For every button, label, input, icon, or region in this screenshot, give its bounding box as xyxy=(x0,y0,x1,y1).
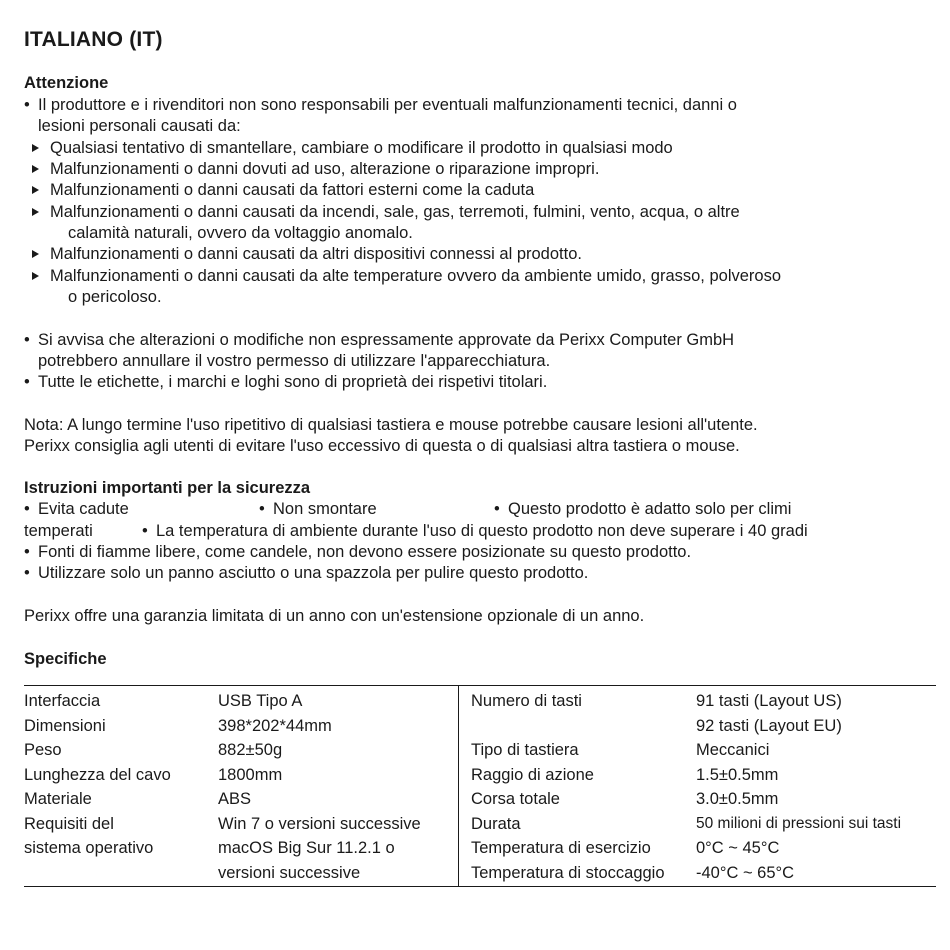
spec-value: 3.0±0.5mm xyxy=(696,790,779,808)
notice-modifications: • Si avvisa che alterazioni o modifiche non espressamente approvate da Perixx Computer GmbH xyxy=(24,331,735,349)
spec-value: 398*202*44mm xyxy=(218,716,332,735)
spec-value: 1.5±0.5mm xyxy=(696,765,779,784)
specs-table xyxy=(24,685,936,887)
safety-item: • Non smontare xyxy=(259,500,377,518)
triangle-bullet-icon xyxy=(32,186,39,194)
spec-value: 882±50g xyxy=(218,741,283,759)
triangle-bullet-icon xyxy=(32,208,39,216)
spec-value: ABS xyxy=(218,790,252,808)
spec-value: 50 milioni di pressioni sui tasti xyxy=(696,814,902,832)
attention-item: Malfunzionamenti o danni causati da incendi, sale, gas, terremoti, fulmini, vento, acqua, o altre xyxy=(24,202,740,224)
spec-value: Meccanici xyxy=(696,741,770,759)
triangle-bullet-icon xyxy=(32,165,39,173)
spec-label: Temperatura di stoccaggio xyxy=(471,863,665,882)
safety-item: • Evita cadute xyxy=(24,500,129,518)
spec-label: Tipo di tastiera xyxy=(471,741,579,759)
attention-item: Malfunzionamenti o danni causati da fattori esterni come la caduta xyxy=(24,180,534,202)
spec-label: Interfaccia xyxy=(24,692,101,710)
page-title: ITALIANO (IT) xyxy=(24,28,163,51)
spec-value: 92 tasti (Layout EU) xyxy=(696,716,842,735)
spec-value: Win 7 o versioni successive xyxy=(218,814,421,833)
attention-item: Malfunzionamenti o danni causati da alte temperature ovvero da ambiente umido, grasso, polveroso xyxy=(24,266,781,288)
safety-item: • La temperatura di ambiente durante l'uso di questo prodotto non deve superare i 40 gradi xyxy=(142,522,808,540)
attention-item: Qualsiasi tentativo di smantellare, cambiare o modificare il prodotto in qualsiasi modo xyxy=(24,138,673,160)
spec-label: Lunghezza del cavo xyxy=(24,765,171,784)
spec-label: Numero di tasti xyxy=(471,692,582,710)
attention-item: Malfunzionamenti o danni dovuti ad uso, alterazione o riparazione impropri. xyxy=(24,159,599,181)
safety-item: • Fonti di fiamme libere, come candele, non devono essere posizionate su questo prodotto. xyxy=(24,543,692,561)
spec-label: Raggio di azione xyxy=(471,765,594,784)
notice-trademarks: • Tutte le etichette, i marchi e loghi sono di proprietà dei rispetivi titolari. xyxy=(24,373,548,391)
note-line: Perixx consiglia agli utenti di evitare l'uso eccessivo di questa o di qualsiasi altra tastiera o mouse. xyxy=(24,437,740,455)
spec-label: Corsa totale xyxy=(471,790,560,808)
spec-label: sistema operativo xyxy=(24,839,154,857)
safety-item: • Questo prodotto è adatto solo per climi xyxy=(494,500,792,518)
notice-modifications-cont: potrebbero annullare il vostro permesso di utilizzare l'apparecchiatura. xyxy=(38,352,551,370)
safety-item-cont: temperati xyxy=(24,522,93,540)
triangle-bullet-icon xyxy=(32,272,39,280)
spec-label: Dimensioni xyxy=(24,716,106,735)
spec-value: versioni successive xyxy=(218,863,361,882)
spec-label: Temperatura di esercizio xyxy=(471,839,651,857)
spec-value: 0°C ~ 45°C xyxy=(696,839,780,857)
warranty-text: Perixx offre una garanzia limitata di un anno con un'estensione opzionale di un anno. xyxy=(24,607,645,625)
attention-item-cont: o pericoloso. xyxy=(68,288,162,306)
specs-divider xyxy=(458,686,459,886)
attention-item-cont: calamità naturali, ovvero da voltaggio anomalo. xyxy=(68,224,413,242)
triangle-bullet-icon xyxy=(32,144,39,152)
safety-item: • Utilizzare solo un panno asciutto o una spazzola per pulire questo prodotto. xyxy=(24,564,589,582)
spec-value: macOS Big Sur 11.2.1 o xyxy=(218,839,395,857)
spec-label: Materiale xyxy=(24,790,92,808)
attention-item: Malfunzionamenti o danni causati da altri dispositivi connessi al prodotto. xyxy=(24,244,582,266)
spec-value: 1800mm xyxy=(218,765,283,784)
attention-intro: • Il produttore e i rivenditori non sono responsabili per eventuali malfunzionamenti tecnici, danni o xyxy=(24,96,737,114)
spec-value: -40°C ~ 65°C xyxy=(696,863,795,882)
note-line: Nota: A lungo termine l'uso ripetitivo di qualsiasi tastiera e mouse potrebbe causare lesioni all'utente. xyxy=(24,416,758,434)
spec-value: 91 tasti (Layout US) xyxy=(696,692,842,710)
spec-label: Peso xyxy=(24,741,62,759)
spec-label: Durata xyxy=(471,814,521,833)
attention-heading: Attenzione xyxy=(24,74,109,92)
spec-value: USB Tipo A xyxy=(218,692,303,710)
specs-heading: Specifiche xyxy=(24,650,107,668)
spec-label: Requisiti del xyxy=(24,814,114,833)
attention-intro-cont: lesioni personali causati da: xyxy=(38,117,241,135)
triangle-bullet-icon xyxy=(32,250,39,258)
safety-heading: Istruzioni importanti per la sicurezza xyxy=(24,479,311,497)
